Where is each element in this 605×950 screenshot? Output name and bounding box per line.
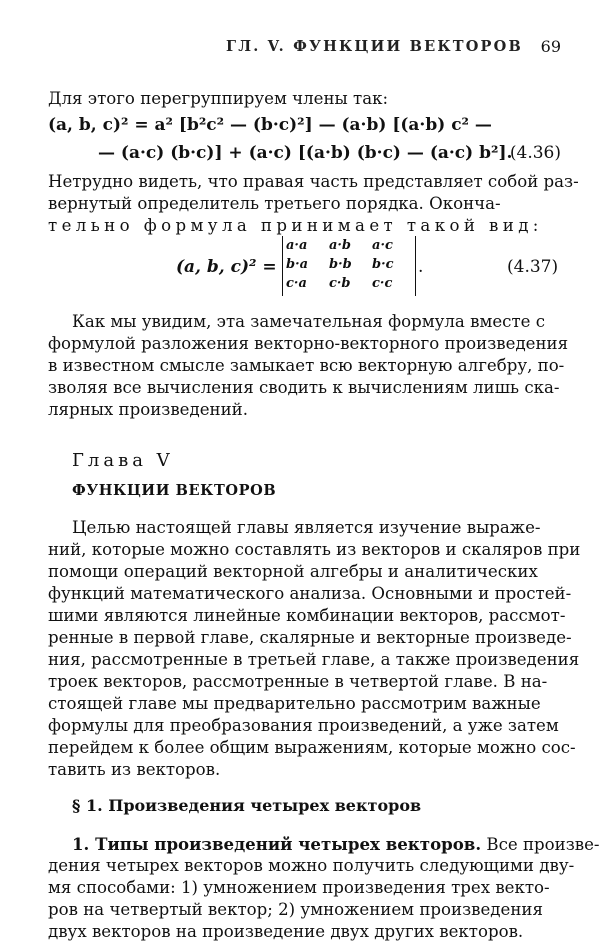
paragraph-4-line-4: ров на четвертый вектор; 2) умножением произведения — [48, 900, 543, 919]
matrix-cell: a·b — [328, 238, 352, 253]
determinant-matrix — [282, 236, 416, 296]
paragraph-3-line-8: троек векторов, рассмотренные в четвертой главе. В на- — [48, 672, 548, 691]
page-number: 69 — [540, 37, 561, 56]
matrix-cell: b·b — [328, 257, 352, 272]
matrix-cell: c·c — [372, 276, 393, 291]
paragraph-1-line-1: Нетрудно видеть, что правая часть представляет собой раз- — [48, 172, 579, 191]
equation-4-37-end: . — [418, 257, 424, 277]
paragraph-4-line-2: дения четырех векторов можно получить следующими дву- — [48, 856, 575, 875]
paragraph-2-line-5: лярных произведений. — [48, 400, 248, 419]
equation-4-36-line-2: — (a·c) (b·c)] + (a·c) [(a·b) (b·c) — (a·c) b²]. — [98, 143, 513, 163]
paragraph-4-first-rest: Все произве- — [481, 835, 600, 854]
paragraph-3-line-6: ренные в первой главе, скалярные и векторные произведе- — [48, 628, 572, 647]
matrix-cell: c·b — [328, 276, 351, 291]
paragraph-3-line-4: функций математического анализа. Основными и простей- — [48, 584, 572, 603]
matrix-cell: a·a — [286, 238, 308, 253]
paragraph-4-line-5: двух векторов на произведение двух других векторов. — [48, 922, 524, 941]
paragraph-3-line-10: формулы для преобразования произведений, а уже затем — [48, 716, 559, 735]
paragraph-2-line-3: в известном смысле замыкает всю векторную алгебру, по- — [48, 356, 565, 375]
paragraph-1-line-2: вернутый определитель третьего порядка. Оконча- — [48, 194, 501, 213]
paragraph-3-line-11: перейдем к более общим выражениям, которые можно сос- — [48, 738, 576, 757]
paragraph-4-line-1 — [72, 833, 600, 856]
paragraph-3-line-2: ний, которые можно составлять из векторов и скаляров при — [48, 540, 581, 559]
paragraph-4-lead: 1. Типы произведений четырех векторов. — [72, 834, 482, 854]
paragraph-3-line-5: шими являются линейные комбинации векторов, рассмот- — [48, 606, 566, 625]
paragraph-3-line-7: ния, рассмотренные в третьей главе, а также произведения — [48, 650, 580, 669]
equation-number-4-36: (4.36) — [509, 143, 561, 163]
matrix-cell: b·a — [286, 257, 309, 272]
intro-line: Для этого перегруппируем члены так: — [48, 89, 389, 108]
page-header — [48, 38, 561, 60]
paragraph-2-line-4: зволяя все вычисления сводить к вычислениям лишь ска- — [48, 378, 560, 397]
paragraph-3-line-3: помощи операций векторной алгебры и аналитических — [48, 562, 538, 581]
matrix-cell: b·c — [372, 257, 394, 272]
chapter-label: Глава V — [72, 450, 174, 471]
equation-number-4-37: (4.37) — [507, 257, 559, 277]
chapter-title: ФУНКЦИИ ВЕКТОРОВ — [72, 482, 277, 499]
paragraph-4-line-3: мя способами: 1) умножением произведения трех векто- — [48, 878, 550, 897]
matrix-cell: a·c — [372, 238, 393, 253]
paragraph-2-line-1: Как мы увидим, эта замечательная формула вместе с — [72, 312, 546, 331]
paragraph-3-line-9: стоящей главе мы предварительно рассмотрим важные — [48, 694, 541, 713]
running-head: ГЛ. V. ФУНКЦИИ ВЕКТОРОВ — [226, 38, 523, 55]
equation-4-37-lhs: (a, b, c)² = — [176, 257, 277, 277]
section-heading: § 1. Произведения четырех векторов — [72, 796, 422, 815]
paragraph-3-line-12: тавить из векторов. — [48, 760, 221, 779]
paragraph-3-line-1: Целью настоящей главы является изучение выраже- — [72, 518, 541, 537]
equation-4-36-line-1: (a, b, c)² = a² [b²c² — (b·c)²] — (a·b) [(a·b) c² — — [48, 115, 492, 135]
matrix-cell: c·a — [286, 276, 307, 291]
paragraph-2-line-2: формулой разложения векторно-векторного произведения — [48, 334, 569, 353]
paragraph-1-line-3: тельно формула принимает такой вид: — [48, 216, 543, 235]
